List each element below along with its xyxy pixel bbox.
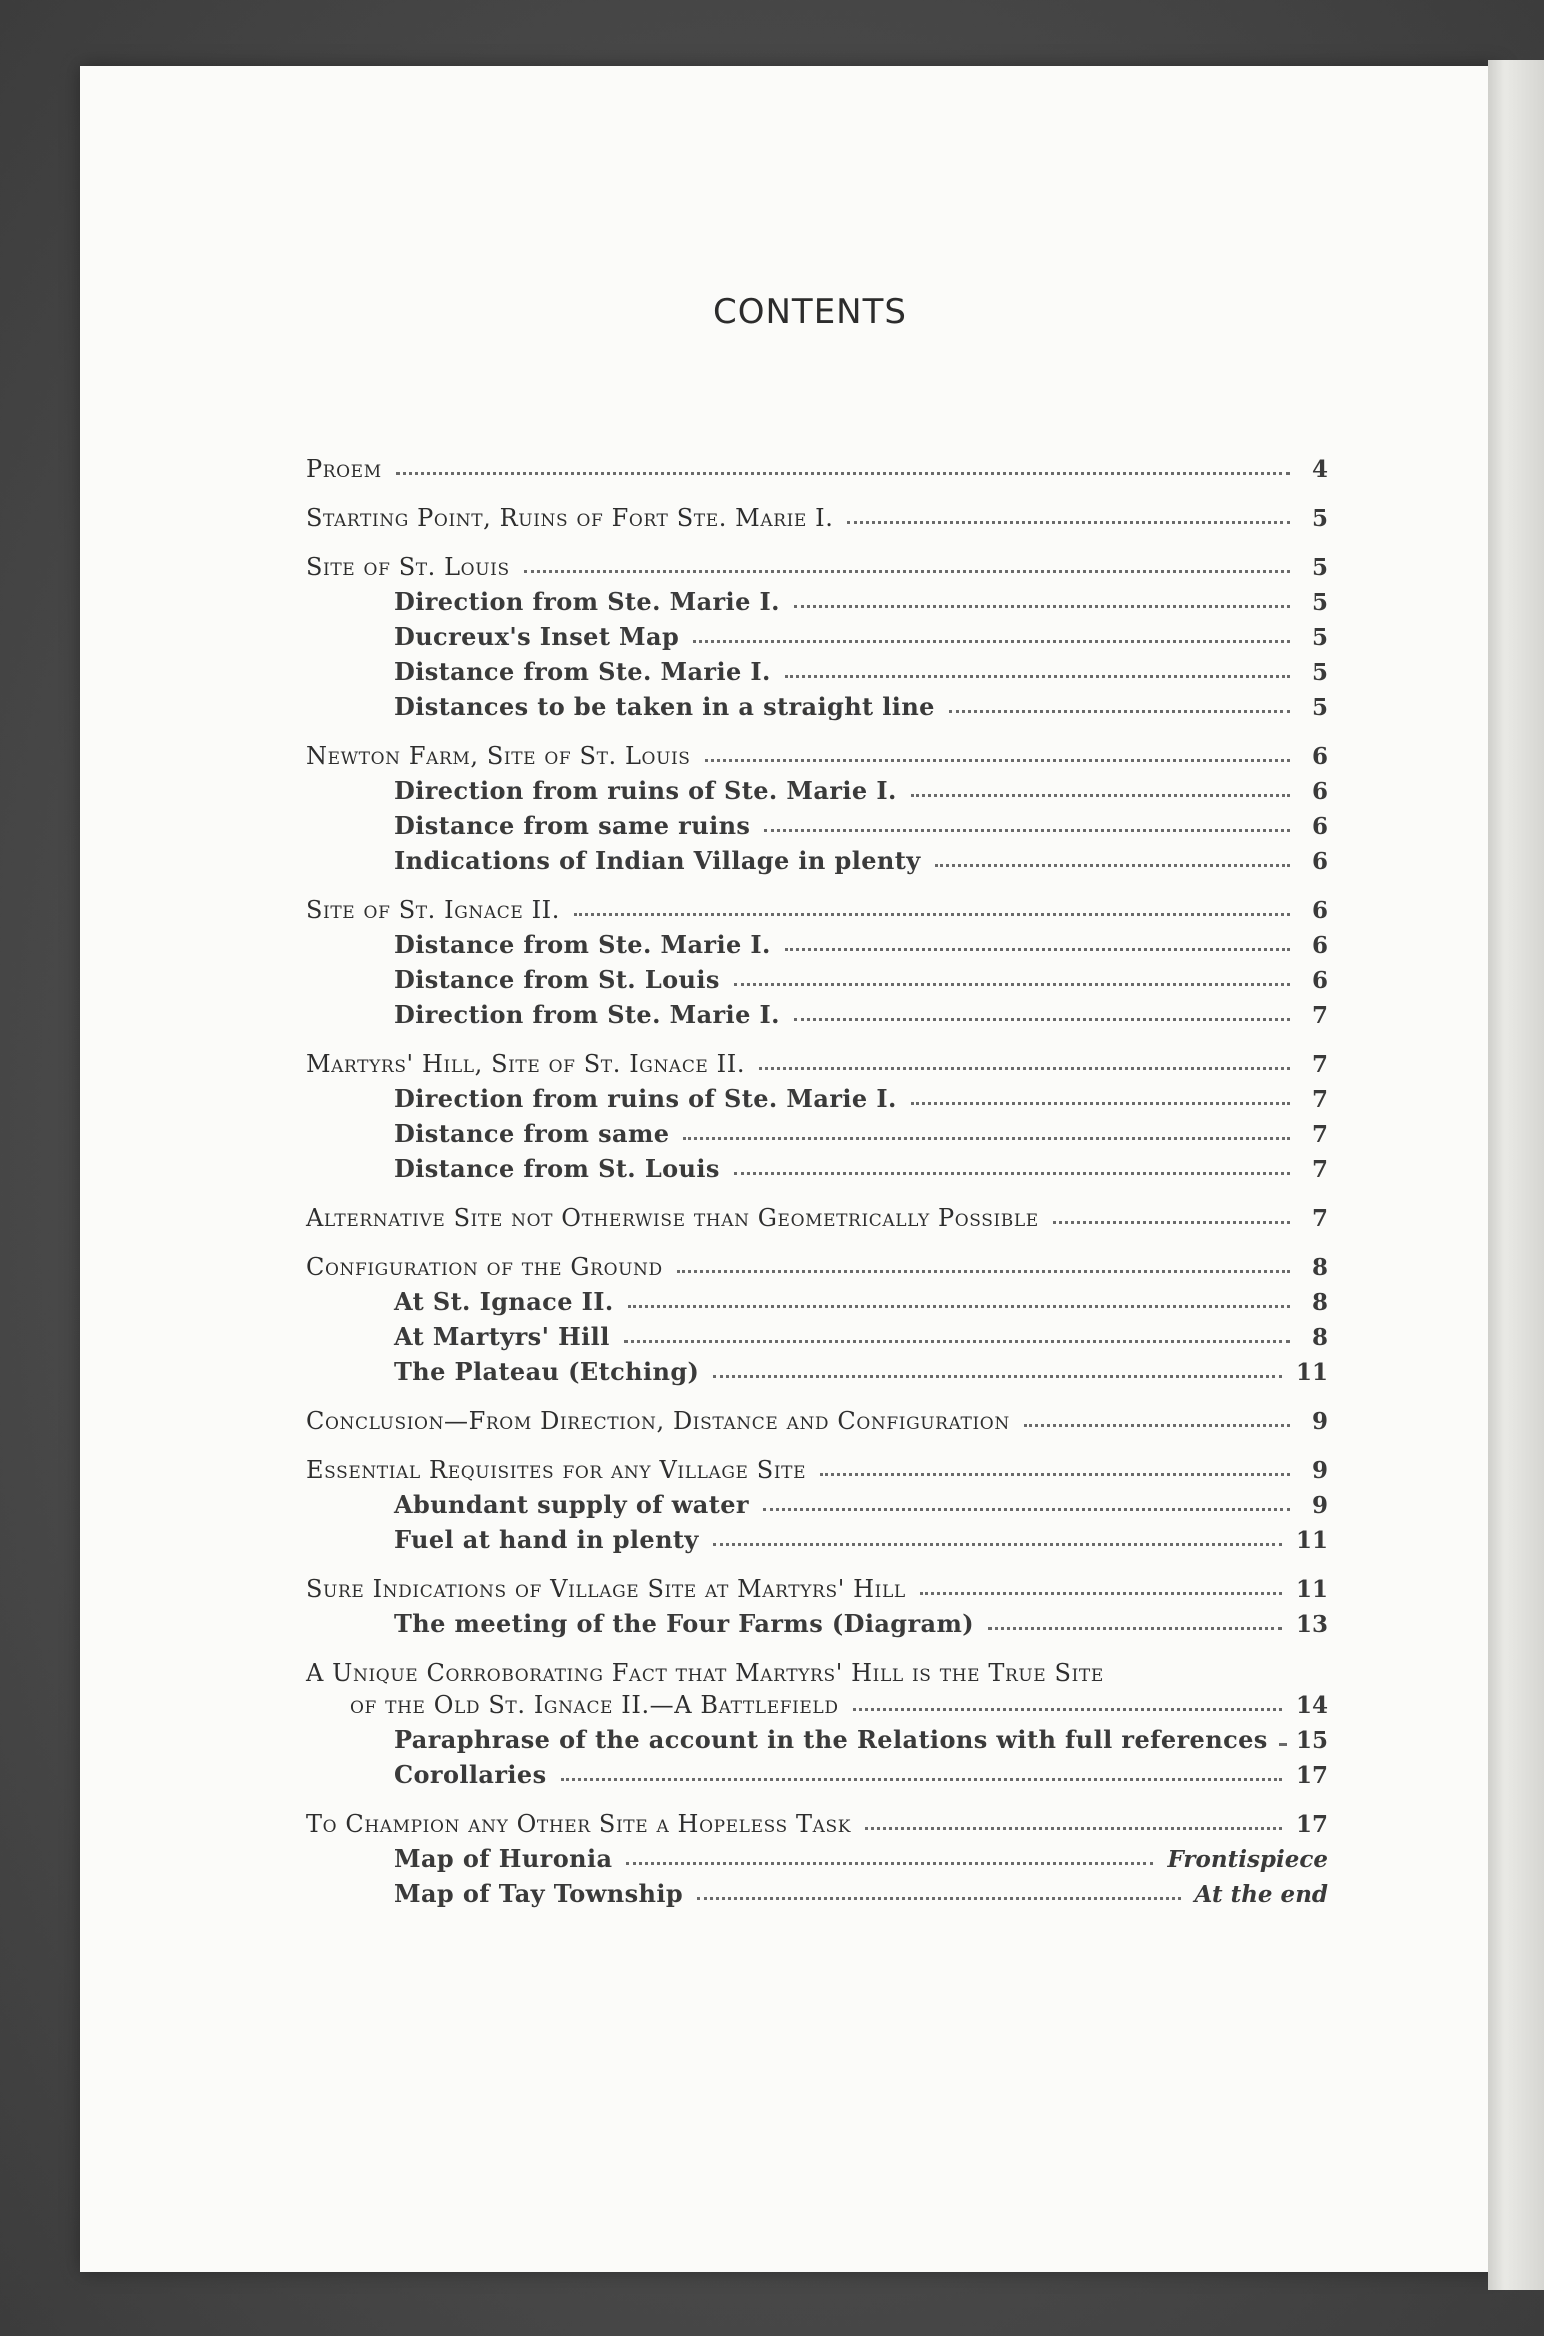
entry-title: Sure Indications of Village Site at Martyrs' Hill: [306, 1575, 906, 1603]
contents-title: CONTENTS: [713, 292, 907, 332]
dot-leader: [574, 913, 1290, 916]
toc-main-entry: [306, 1803, 1328, 1838]
page-number: 5: [1311, 694, 1328, 721]
entry-title: Alternative Site not Otherwise than Geometrically Possible: [306, 1204, 1039, 1232]
toc-sub-entry: [306, 1148, 1328, 1183]
toc-sub-entry: [306, 805, 1328, 840]
page-number: 5: [1311, 554, 1328, 581]
sub-entry-title: Direction from ruins of Ste. Marie I.: [394, 1084, 897, 1113]
dot-leader: [785, 675, 1290, 678]
entry-title: Essential Requisites for any Village Site: [306, 1456, 807, 1484]
entry-title: Configuration of the Ground: [306, 1253, 663, 1281]
entry-title: Conclusion—From Direction, Distance and Configuration: [306, 1407, 1010, 1435]
toc-sub-entry: [306, 1484, 1328, 1519]
dot-leader: [865, 1827, 1282, 1830]
toc-main-entry: [306, 1652, 1328, 1687]
toc-sub-entry: [306, 1838, 1328, 1873]
dot-leader: [561, 1778, 1282, 1781]
dot-leader: [734, 1172, 1290, 1175]
page-number: 7: [1311, 1051, 1328, 1078]
sub-entry-title: Corollaries: [394, 1760, 547, 1789]
dot-leader: [949, 710, 1290, 713]
page-number: 15: [1295, 1727, 1328, 1754]
page-number: 5: [1311, 589, 1328, 616]
toc-section: [306, 889, 1328, 1029]
toc-sub-entry: [306, 959, 1328, 994]
sub-entry-title: The meeting of the Four Farms (Diagram): [394, 1609, 975, 1638]
page-number: Frontispiece: [1167, 1846, 1328, 1873]
toc-main-entry-continued: [306, 1687, 1328, 1719]
toc-sub-entry: [306, 924, 1328, 959]
sub-entry-title: Paraphrase of the account in the Relations with full references: [394, 1725, 1268, 1754]
toc-sub-entry: [306, 1078, 1328, 1113]
entry-title: To Champion any Other Site a Hopeless Task: [306, 1810, 852, 1838]
toc-sub-entry: [306, 840, 1328, 875]
toc-sub-entry: [306, 686, 1328, 721]
entry-title: A Unique Corroborating Fact that Martyrs' Hill is the True Site: [306, 1659, 1104, 1687]
entry-title: Site of St. Louis: [306, 553, 510, 581]
sub-entry-title: Distance from Ste. Marie I.: [394, 930, 771, 959]
page-number: 5: [1311, 505, 1328, 532]
dot-leader: [713, 1543, 1282, 1546]
toc-section: [306, 1246, 1328, 1386]
adjacent-page-edge: [1488, 60, 1544, 2290]
dot-leader: [764, 829, 1290, 832]
toc-sub-entry: [306, 1603, 1328, 1638]
sub-entry-title: Indications of Indian Village in plenty: [394, 846, 921, 875]
toc-main-entry: [306, 1246, 1328, 1281]
page-number: 5: [1311, 624, 1328, 651]
dot-leader: [794, 605, 1290, 608]
toc-main-entry: [306, 546, 1328, 581]
toc-main-entry: [306, 889, 1328, 924]
sub-entry-title: Distances to be taken in a straight line: [394, 692, 935, 721]
toc-sub-entry: [306, 1719, 1328, 1754]
entry-title-continued: of the Old St. Ignace II.—A Battlefield: [350, 1691, 839, 1719]
page-number: 6: [1311, 778, 1328, 805]
page-number: 9: [1311, 1457, 1328, 1484]
toc-section: [306, 1449, 1328, 1554]
dot-leader: [624, 1340, 1290, 1343]
sub-entry-title: Direction from Ste. Marie I.: [394, 587, 780, 616]
toc-sub-entry: [306, 581, 1328, 616]
toc-section: [306, 1803, 1328, 1908]
page-number: 7: [1311, 1121, 1328, 1148]
sub-entry-title: Distance from same ruins: [394, 811, 751, 840]
dot-leader: [935, 864, 1290, 867]
table-of-contents: [306, 448, 1328, 1922]
toc-main-entry: [306, 1400, 1328, 1435]
page-number: 7: [1311, 1156, 1328, 1183]
dot-leader: [763, 1508, 1290, 1511]
page-number: 6: [1311, 897, 1328, 924]
page-number: At the end: [1194, 1881, 1328, 1908]
toc-sub-entry: [306, 1351, 1328, 1386]
sub-entry-title: Distance from same: [394, 1119, 670, 1148]
page-number: 6: [1311, 932, 1328, 959]
dot-leader: [697, 1897, 1180, 1900]
sub-entry-title: Distance from Ste. Marie I.: [394, 657, 771, 686]
sub-entry-title: At Martyrs' Hill: [394, 1322, 610, 1351]
entry-title: Proem: [306, 455, 382, 483]
page-number: 8: [1311, 1324, 1328, 1351]
toc-main-entry: [306, 1043, 1328, 1078]
toc-sub-entry: [306, 770, 1328, 805]
toc-sub-entry: [306, 1281, 1328, 1316]
toc-section: [306, 1568, 1328, 1638]
sub-entry-title: Direction from ruins of Ste. Marie I.: [394, 776, 897, 805]
page-number: 6: [1311, 967, 1328, 994]
toc-main-entry: [306, 1197, 1328, 1232]
dot-leader: [794, 1018, 1290, 1021]
page-number: 17: [1295, 1811, 1328, 1838]
dot-leader: [693, 640, 1290, 643]
dot-leader: [759, 1067, 1290, 1070]
dot-leader: [524, 570, 1290, 573]
dot-leader: [734, 983, 1290, 986]
dot-leader: [785, 948, 1290, 951]
toc-section: [306, 1652, 1328, 1789]
toc-main-entry: [306, 448, 1328, 483]
toc-section: [306, 546, 1328, 721]
toc-main-entry: [306, 1568, 1328, 1603]
sub-entry-title: Direction from Ste. Marie I.: [394, 1000, 780, 1029]
toc-main-entry: [306, 497, 1328, 532]
dot-leader: [847, 521, 1290, 524]
dot-leader: [1024, 1424, 1290, 1427]
sub-entry-title: The Plateau (Etching): [394, 1357, 700, 1386]
dot-leader: [988, 1627, 1282, 1630]
toc-sub-entry: [306, 1873, 1328, 1908]
sub-entry-title: Abundant supply of water: [394, 1490, 749, 1519]
dot-leader: [626, 1862, 1153, 1865]
toc-main-entry: [306, 735, 1328, 770]
dot-leader: [820, 1473, 1290, 1476]
dot-leader: [911, 1102, 1290, 1105]
page-number: 14: [1295, 1692, 1328, 1719]
page-number: 11: [1295, 1527, 1328, 1554]
sub-entry-title: Distance from St. Louis: [394, 965, 720, 994]
dot-leader: [683, 1137, 1290, 1140]
page-number: 6: [1311, 848, 1328, 875]
dot-leader: [853, 1708, 1282, 1711]
dot-leader: [911, 794, 1290, 797]
dot-leader: [705, 759, 1290, 762]
dot-leader: [396, 472, 1290, 475]
page-number: 4: [1311, 456, 1328, 483]
page-number: 8: [1311, 1254, 1328, 1281]
sub-entry-title: Map of Tay Township: [394, 1879, 684, 1908]
sub-entry-title: Distance from St. Louis: [394, 1154, 720, 1183]
sub-entry-title: Fuel at hand in plenty: [394, 1525, 699, 1554]
toc-sub-entry: [306, 1519, 1328, 1554]
page-number: 9: [1311, 1492, 1328, 1519]
toc-sub-entry: [306, 1316, 1328, 1351]
sub-entry-title: At St. Ignace II.: [394, 1287, 614, 1316]
dot-leader: [628, 1305, 1290, 1308]
toc-sub-entry: [306, 1113, 1328, 1148]
page-number: 11: [1295, 1359, 1328, 1386]
page-number: 5: [1311, 659, 1328, 686]
page-number: 7: [1311, 1002, 1328, 1029]
entry-title: Site of St. Ignace II.: [306, 896, 560, 924]
page-number: 8: [1311, 1289, 1328, 1316]
toc-section: [306, 1197, 1328, 1232]
toc-section: [306, 1400, 1328, 1435]
page-number: 6: [1311, 813, 1328, 840]
toc-section: [306, 497, 1328, 532]
page-number: 6: [1311, 743, 1328, 770]
sub-entry-title: Ducreux's Inset Map: [394, 622, 680, 651]
sub-entry-title: Map of Huronia: [394, 1844, 613, 1873]
entry-title: Newton Farm, Site of St. Louis: [306, 742, 691, 770]
page-number: 11: [1295, 1576, 1328, 1603]
toc-sub-entry: [306, 994, 1328, 1029]
page-number: 7: [1311, 1086, 1328, 1113]
page-number: 13: [1295, 1611, 1328, 1638]
dot-leader: [713, 1375, 1282, 1378]
page-number: 7: [1311, 1205, 1328, 1232]
toc-section: [306, 448, 1328, 483]
toc-main-entry: [306, 1449, 1328, 1484]
toc-sub-entry: [306, 651, 1328, 686]
toc-sub-entry: [306, 616, 1328, 651]
toc-sub-entry: [306, 1754, 1328, 1789]
toc-section: [306, 1043, 1328, 1183]
page-number: 17: [1295, 1762, 1328, 1789]
entry-title: Martyrs' Hill, Site of St. Ignace II.: [306, 1050, 746, 1078]
dot-leader: [1053, 1221, 1290, 1224]
page-number: 9: [1311, 1408, 1328, 1435]
dot-leader: [677, 1270, 1290, 1273]
entry-title: Starting Point, Ruins of Fort Ste. Marie I.: [306, 504, 834, 532]
toc-section: [306, 735, 1328, 875]
dot-leader: [920, 1592, 1282, 1595]
